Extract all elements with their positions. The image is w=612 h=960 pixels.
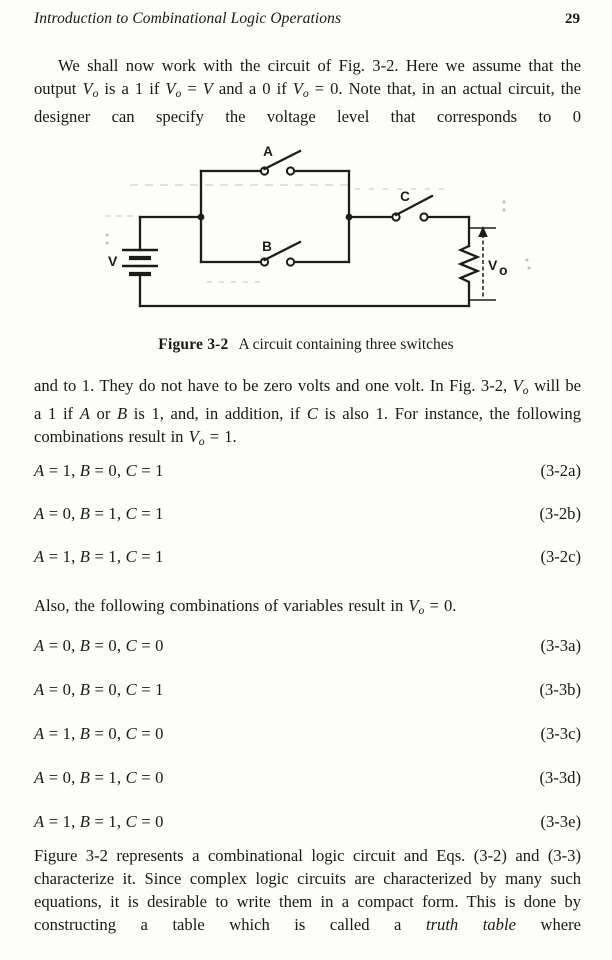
equation-variable: A (34, 461, 45, 480)
text-segment: = 1. (204, 426, 237, 446)
equation-expression: A = 1, B = 1, C = 1 (34, 547, 164, 566)
text-segment: is also 1. For instance, the following combinations result in (34, 403, 581, 446)
equation-number: (3-2c) (540, 547, 581, 566)
equation-variable: C (125, 461, 137, 480)
equation-variable: C (125, 636, 137, 655)
page-number: 29 (565, 11, 580, 27)
text-segment: We shall now work with the circuit of Fig. 3-2. Here we assume that the output (34, 56, 581, 98)
equation-expression: A = 0, B = 0, C = 0 (34, 636, 164, 655)
paragraph-conclusion (34, 844, 581, 936)
switch-b (261, 239, 300, 266)
text-segment: truth table (425, 915, 516, 934)
equation-row (34, 634, 581, 657)
text-segment: o (522, 383, 529, 397)
text-segment: B (116, 403, 128, 423)
equation-number: (3-2a) (540, 461, 581, 480)
figure-caption-text: A circuit containing three switches (238, 336, 454, 353)
text-segment: A (79, 403, 90, 423)
text-segment: o (198, 434, 205, 448)
paragraph-explanation (34, 374, 581, 453)
text-segment: o (302, 86, 309, 100)
equation-variable: C (125, 768, 137, 787)
equation-variable: B (79, 461, 91, 480)
text-segment: o (92, 86, 99, 100)
switch-a-label: A (263, 144, 273, 159)
text-segment: Figure 3-2 represents a combinational logic circuit and Eqs. (3-2) and (3-3) characterize it. Since complex logic circuits are characterized by many such equations, it is desirable to write them in a compact form. This is done by constructing a table which is called a (34, 846, 581, 934)
equation-number: (3-3b) (539, 680, 581, 699)
text-segment: = 0. (424, 596, 457, 615)
output-voltage-subscript: o (499, 262, 508, 278)
figure-caption (0, 336, 612, 354)
equation-expression: A = 1, B = 1, C = 0 (34, 812, 164, 831)
resistor (461, 246, 478, 286)
text-segment: V (292, 79, 303, 98)
equation-row (34, 722, 581, 745)
text-segment: V (512, 376, 523, 395)
text-segment: V (82, 79, 93, 98)
equation-variable: B (79, 636, 91, 655)
text-segment: and to 1. They do not have to be zero volts and one volt. In Fig. 3-2, (34, 376, 513, 395)
equation-variable: A (34, 768, 45, 787)
equation-list-vo1 (34, 459, 581, 588)
switch-b-contact-icon (287, 258, 294, 265)
resistor-zigzag-icon (461, 246, 478, 286)
equation-row (34, 502, 581, 525)
switch-c-label: C (400, 189, 410, 204)
equation-row (34, 766, 581, 789)
equation-list-vo0 (34, 634, 581, 854)
equation-variable: A (34, 680, 45, 699)
junction-dot (346, 214, 353, 221)
text-segment: where (515, 915, 582, 934)
equation-variable: A (34, 812, 45, 831)
equation-variable: B (79, 768, 91, 787)
text-segment: Also, the following combinations of variables result in (34, 596, 409, 615)
text-segment: o (418, 603, 425, 617)
equation-number: (3-3c) (540, 724, 581, 743)
equation-variable: B (79, 812, 91, 831)
text-segment: V (202, 79, 213, 98)
text-segment: is 1, and, in addition, if (127, 403, 307, 423)
text-segment: and a 0 if (212, 79, 293, 98)
equation-variable: A (34, 547, 45, 566)
equation-expression: A = 1, B = 0, C = 1 (34, 461, 164, 480)
text-segment: C (306, 403, 318, 423)
circuit-diagram (100, 140, 540, 320)
text-segment: = (181, 79, 203, 98)
equation-number: (3-3e) (540, 812, 581, 831)
equation-row (34, 459, 581, 482)
output-voltage-arrow (469, 226, 508, 300)
text-segment: V (188, 426, 199, 446)
text-segment: = 0. Note that, in an actual circuit, the designer can specify the voltage level that corresponds to 0 (34, 79, 581, 126)
running-title: Introduction to Combinational Logic Operations (34, 10, 342, 27)
equation-variable: B (79, 547, 91, 566)
equation-variable: B (79, 680, 91, 699)
page-header (34, 10, 580, 28)
equation-number: (3-3a) (540, 636, 581, 655)
equation-expression: A = 0, B = 1, C = 1 (34, 504, 164, 523)
equation-variable: C (125, 812, 137, 831)
text-segment: V (408, 596, 419, 615)
switch-a-contact-icon (287, 167, 294, 174)
text-segment: is a 1 if (98, 79, 166, 98)
battery (108, 250, 158, 274)
text-segment: V (165, 79, 176, 98)
equation-row (34, 545, 581, 568)
text-segment: or (89, 403, 117, 423)
equation-number: (3-2b) (539, 504, 581, 523)
equation-expression: A = 1, B = 0, C = 0 (34, 724, 164, 743)
equation-variable: C (125, 504, 137, 523)
text-segment: o (175, 86, 182, 100)
figure-caption-label: Figure 3-2 (158, 336, 229, 353)
junction-dot (198, 214, 205, 221)
equation-expression: A = 0, B = 1, C = 0 (34, 768, 164, 787)
equation-variable: C (125, 680, 137, 699)
equation-variable: B (79, 504, 91, 523)
equation-variable: A (34, 724, 45, 743)
text-segment: will be a 1 if (34, 376, 581, 423)
equation-variable: A (34, 636, 45, 655)
switch-b-label: B (262, 239, 272, 254)
paragraph-intro (34, 54, 581, 128)
output-voltage-label: V (488, 257, 498, 273)
switch-c-contact-icon (420, 213, 427, 220)
equation-variable: C (125, 724, 137, 743)
switch-a (261, 144, 300, 175)
equation-row (34, 678, 581, 701)
switch-c (392, 189, 432, 221)
wires (140, 171, 469, 306)
equation-variable: C (125, 547, 137, 566)
equation-number: (3-3d) (539, 768, 581, 787)
paragraph-also (34, 594, 581, 622)
equation-row (34, 810, 581, 833)
battery-label: V (108, 253, 118, 269)
equation-expression: A = 0, B = 0, C = 1 (34, 680, 164, 699)
equation-variable: A (34, 504, 45, 523)
equation-variable: B (79, 724, 91, 743)
